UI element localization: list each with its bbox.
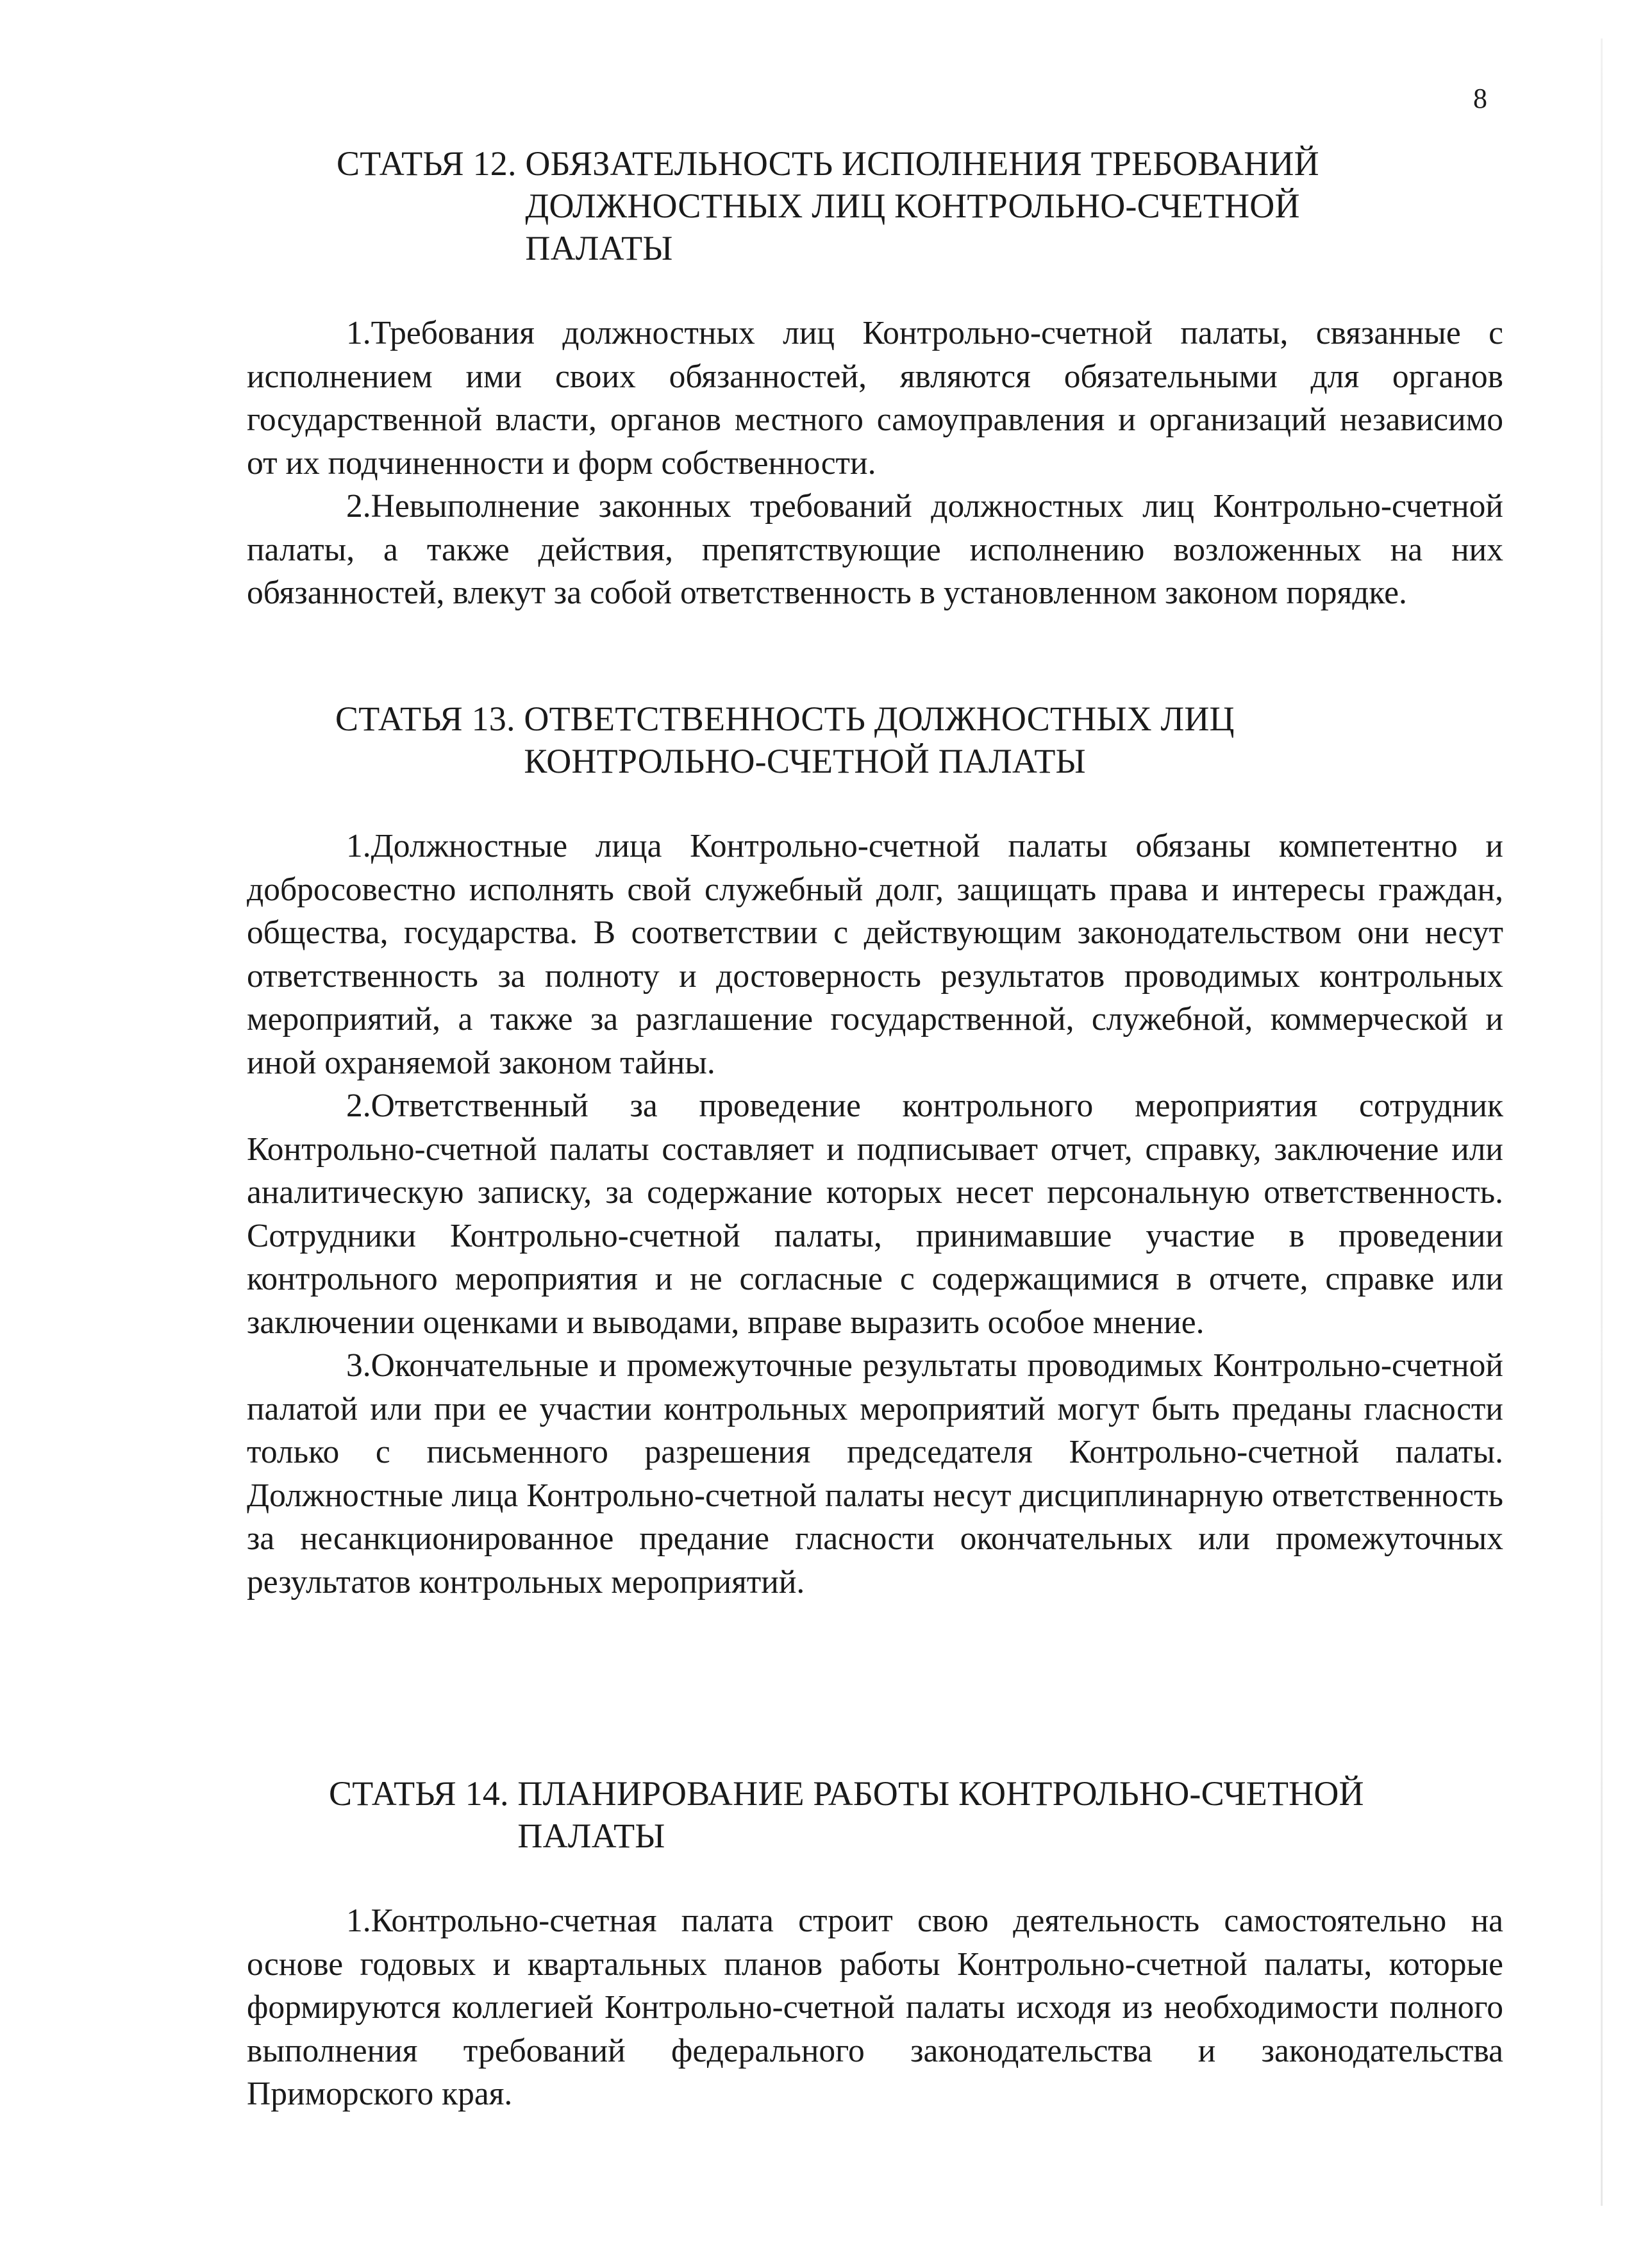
- article-title: ОБЯЗАТЕЛЬНОСТЬ ИСПОЛНЕНИЯ ТРЕБОВАНИЙ ДОЛЖНОСТНЫХ ЛИЦ КОНТРОЛЬНО-СЧЕТНОЙ ПАЛАТЫ: [525, 144, 1319, 267]
- paragraph: 1.Контрольно-счетная палата строит свою деятельность самостоятельно на основе годовых и квартальных планов работы Контрольно-счетной палаты, которые формируются коллегией Контрольно-счетной палаты исходя из необходимости полного выполнения требований федерального законодательства и законодательства Приморского края.: [247, 1903, 1503, 2112]
- paragraph: 3.Окончательные и промежуточные результаты проводимых Контрольно-счетной палатой или при ее участии контрольных мероприятий могут быть преданы гласности только с письменного разрешения председателя Контрольно-счетной палаты. Должностные лица Контрольно-счетной палаты несут дисциплинарную ответственность за несанкционированное предание гласности окончательных или промежуточных результатов контрольных мероприятий.: [247, 1347, 1503, 1600]
- article-heading: [247, 1772, 1508, 1857]
- page-number: 8: [1473, 83, 1487, 114]
- article-13: [247, 698, 1503, 1604]
- article-number: СТАТЬЯ 14.: [329, 1774, 518, 1813]
- paragraph: 2.Ответственный за проведение контрольного мероприятия сотрудник Контрольно-счетной палаты составляет и подписывает отчет, справку, заключение или аналитическую записку, за содержание которых несет персональную ответственность. Сотрудники Контрольно-счетной палаты, принимавшие участие в проведении контрольного мероприятия и не согласные с содержащимися в отчете, справке или заключении оценками и выводами, вправе выразить особое мнение.: [247, 1088, 1503, 1341]
- article-14: [247, 1772, 1503, 2116]
- article-body: [247, 1899, 1503, 2116]
- article-heading: [247, 698, 1515, 782]
- article-12: [247, 142, 1503, 615]
- article-heading: [247, 142, 1516, 269]
- article-number: СТАТЬЯ 12.: [337, 144, 526, 183]
- article-title: ПЛАНИРОВАНИЕ РАБОТЫ КОНТРОЛЬНО-СЧЕТНОЙ ПАЛАТЫ: [517, 1774, 1364, 1855]
- article-body: [247, 312, 1503, 615]
- paragraph: 1.Требования должностных лиц Контрольно-счетной палаты, связанные с исполнением ими своих обязанностей, являются обязательными для органов государственной власти, органов местного самоуправления и организаций независимо от их подчиненности и форм собственности.: [247, 315, 1503, 482]
- article-body: [247, 825, 1503, 1604]
- scan-edge: [1601, 38, 1603, 2206]
- paragraph: 1.Должностные лица Контрольно-счетной палаты обязаны компетентно и добросовестно исполнять свой служебный долг, защищать права и интересы граждан, общества, государства. В соответствии с действующим законодательством они несут ответственность за полноту и достоверность результатов проводимых контрольных мероприятий, а также за разглашение государственной, служебной, коммерческой и иной охраняемой законом тайны.: [247, 828, 1503, 1081]
- article-title: ОТВЕТСТВЕННОСТЬ ДОЛЖНОСТНЫХ ЛИЦ КОНТРОЛЬНО-СЧЕТНОЙ ПАЛАТЫ: [524, 700, 1235, 780]
- paragraph: 2.Невыполнение законных требований должностных лиц Контрольно-счетной палаты, а также действия, препятствующие исполнению возложенных на них обязанностей, влекут за собой ответственность в установленном законом порядке.: [247, 488, 1503, 611]
- article-number: СТАТЬЯ 13.: [335, 700, 524, 738]
